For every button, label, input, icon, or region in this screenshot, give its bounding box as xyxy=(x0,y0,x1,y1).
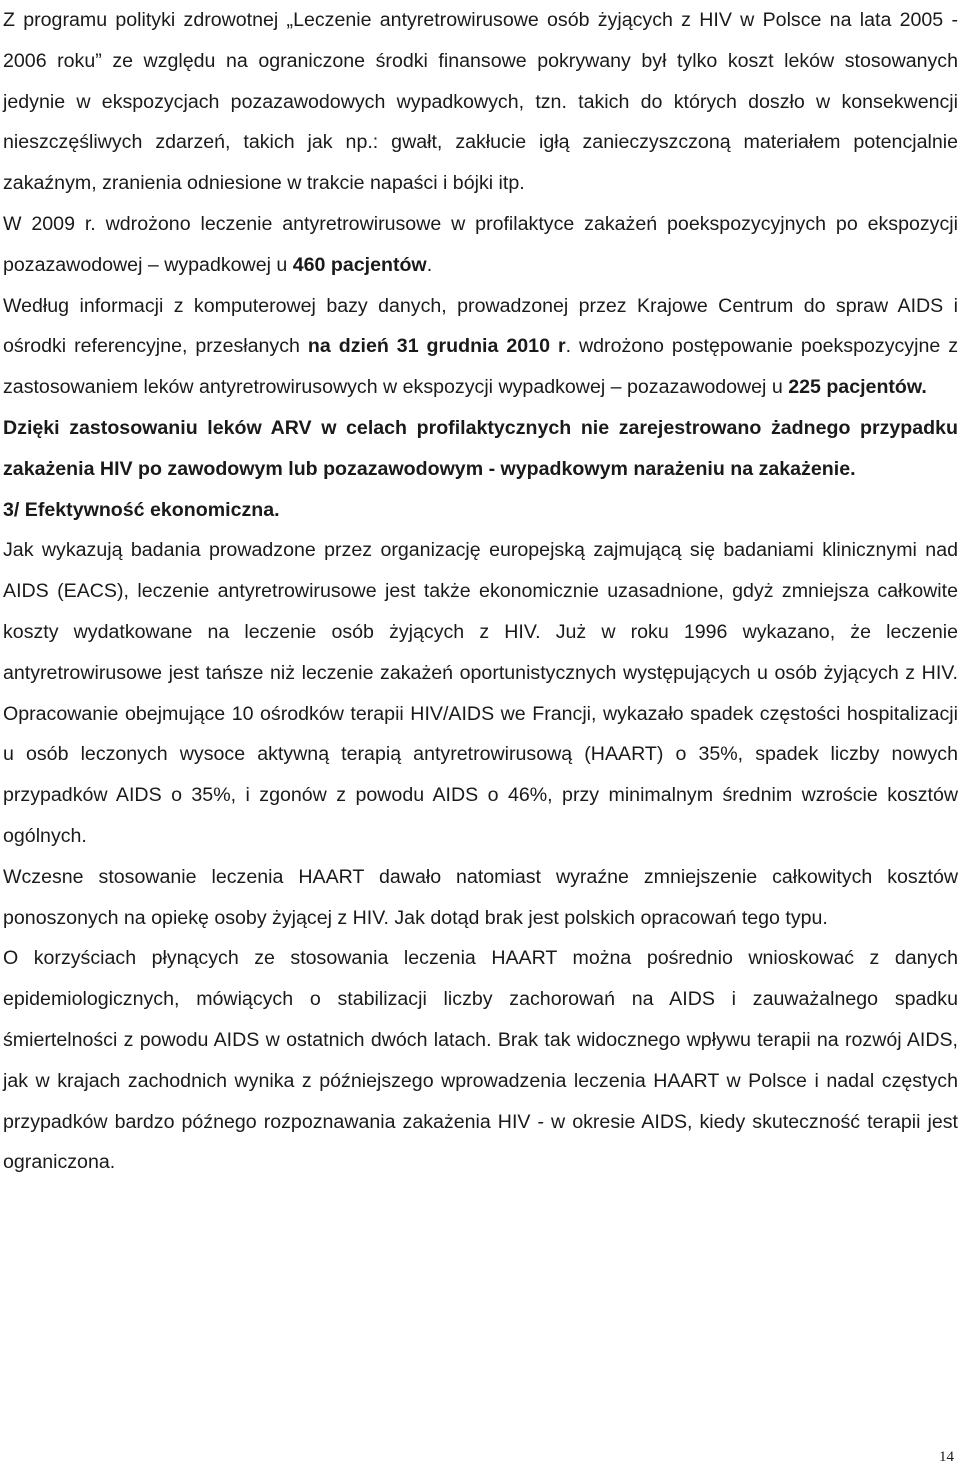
paragraph-eacs-studies: Jak wykazują badania prowadzone przez organizację europejską zajmującą się badaniami klinicznymi nad AIDS (EACS), leczenie antyretrowirusowe jest także ekonomicznie uzasadnione, gdyż zmniejsza całkowite koszty wydatkowane na leczenie osób żyjących z HIV. Już w roku 1996 wykazano, że leczenie antyretrowirusowe jest tańsze niż leczenie zakażeń oportunistycznych występujących u osób żyjących z HIV. Opracowanie obejmujące 10 ośrodków terapii HIV/AIDS we Francji, wykazało spadek częstości hospitalizacji u osób leczonych wysoce aktywną terapią antyretrowirusową (HAART) o 35%, spadek liczby nowych przypadków AIDS o 35%, i zgonów z powodu AIDS o 46%, przy minimalnym średnim wzroście kosztów ogólnych. xyxy=(3,539,958,847)
paragraph-haart-benefits: O korzyściach płynących ze stosowania leczenia HAART można pośrednio wnioskować z danych epidemiologicznych, mówiących o stabilizacji liczby zachorowań na AIDS i zauważalnego spadku śmiertelności z powodu AIDS w ostatnich dwóch latach. Brak tak widocznego wpływu terapii na rozwój AIDS, jak w krajach zachodnich wynika z późniejszego wprowadzenia leczenia HAART w Polsce i nadal częstych przypadków bardzo późnego rozpoznawania zakażenia HIV - w okresie AIDS, kiedy skuteczność terapii jest ograniczona. xyxy=(3,947,958,1174)
paragraph-2009-end: . xyxy=(426,253,433,276)
paragraph-2009-treatment xyxy=(3,204,958,286)
section-heading-text: 3/ Efektywność ekonomiczna. xyxy=(3,498,280,521)
paragraph-database-info xyxy=(3,286,958,408)
database-info-text-2: . wdrożono postępowanie poekspozycyjne z zastosowaniem leków antyretrowirusowych w ekspozycji wypadkowej – pozazawodowej u xyxy=(3,335,959,399)
paragraph-2009-text: W 2009 r. wdrożono leczenie antyretrowirusowe w profilaktyce zakażeń poekspozycyjnych po ekspozycji pozazawodowej – wypadkowej u xyxy=(3,212,958,276)
patients-2009-count: 460 pacjentów xyxy=(292,253,427,276)
paragraph-program-history: Z programu polityki zdrowotnej „Leczenie antyretrowirusowe osób żyjących z HIV w Polsce na lata 2005 - 2006 roku” ze względu na ograniczone środki finansowe pokrywany był tylko koszt leków stosowanych jedynie w ekspozycjach pozazawodowych wypadkowych, tzn. takich do których doszło w konsekwencji nieszczęśliwych zdarzeń, takich jak np.: gwałt, zakłucie igłą zanieczyszczoną materiałem potencjalnie zakaźnym, zranienia odniesione w trakcie napaści i bójki itp. xyxy=(3,9,958,195)
page-number: 14 xyxy=(939,1449,954,1465)
document-page xyxy=(3,0,958,1183)
database-info-date: na dzień 31 grudnia 2010 r xyxy=(307,335,566,358)
patients-2010-count: 225 pacjentów. xyxy=(788,376,927,399)
section-heading xyxy=(3,490,958,531)
database-info-text-1: Według informacji z komputerowej bazy danych, prowadzonej przez Krajowe Centrum do spraw AIDS i ośrodki referencyjne, przesłanych xyxy=(3,294,958,358)
paragraph-no-infections xyxy=(3,408,958,490)
no-infections-bold: Dzięki zastosowaniu leków ARV w celach profilaktycznych nie zarejestrowano żadnego przypadku zakażenia HIV po zawodowym lub pozazawodowym - wypadkowym narażeniu na zakażenie. xyxy=(3,416,958,480)
paragraph-early-haart: Wczesne stosowanie leczenia HAART dawało natomiast wyraźne zmniejszenie całkowitych kosztów ponoszonych na opiekę osoby żyjącej z HIV. Jak dotąd brak jest polskich opracowań tego typu. xyxy=(3,865,958,929)
